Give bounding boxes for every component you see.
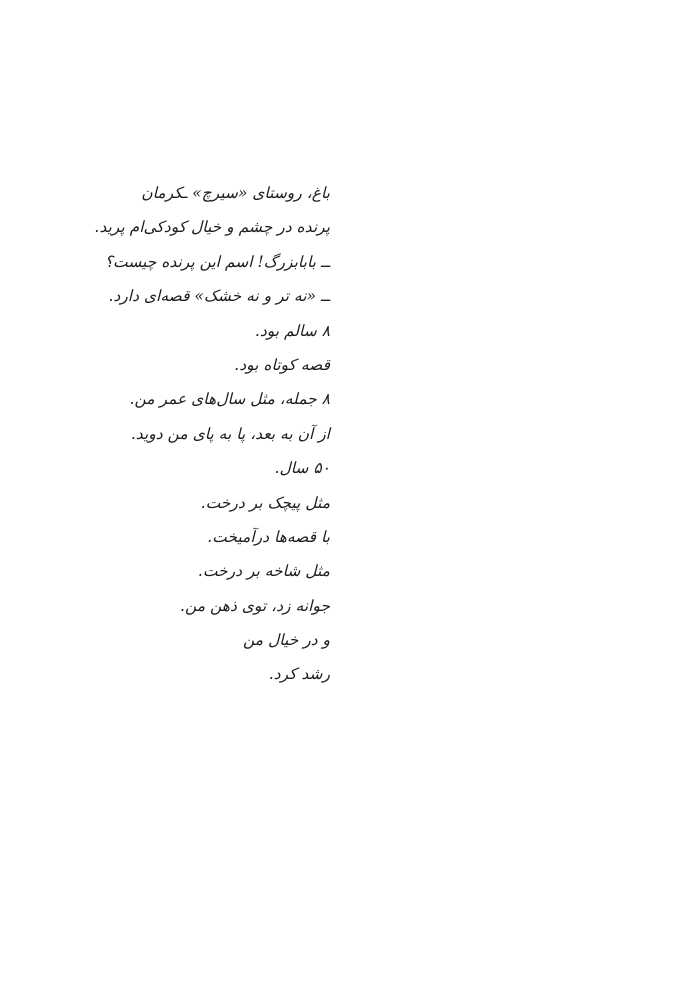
poem-line: مثل شاخه بر درخت. (197, 562, 330, 581)
poem-line: رشد کرد. (268, 665, 330, 684)
poem-line: ۸ جمله، مثل سال‌های عمر من. (129, 390, 330, 409)
poem-line: ــ «نه تر و نه خشک» قصه‌ای دارد. (108, 287, 330, 306)
poem-line: قصه کوتاه بود. (234, 355, 330, 374)
poem-line: ۵۰ سال. (274, 459, 330, 478)
poem-line: و در خیال من (243, 631, 330, 650)
poem-line: با قصه‌ها درآمیخت. (207, 527, 330, 546)
poem-line: ــ بابابزرگ! اسم این پرنده چیست؟ (104, 252, 330, 271)
poem-line: ۸ سالم بود. (254, 321, 330, 340)
poem-line: پرنده در چشم و خیال کودکی‌ام پرید. (94, 218, 330, 237)
poem-line: جوانه زد، توی ذهن من. (180, 596, 330, 615)
poem-line: باغ، روستای «سیرچ» ـکرمان (141, 184, 330, 202)
poem-text (30, 176, 330, 692)
poem-line: مثل پیچک بر درخت. (200, 493, 330, 512)
poem-line: از آن به بعد، پا به پای من دوید. (130, 424, 330, 443)
